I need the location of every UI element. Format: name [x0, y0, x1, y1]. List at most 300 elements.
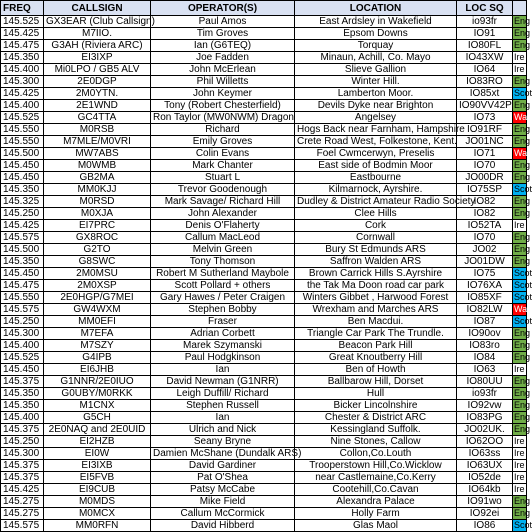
loc-sq-cell: IO91RF [457, 124, 513, 136]
callsign-cell: G2TO [44, 244, 151, 256]
freq-cell: 145.375 [1, 424, 44, 436]
region-tag-cell: Ire [514, 448, 525, 458]
operator-cell: Joe Fadden [151, 52, 295, 64]
table-row [1, 208, 527, 220]
loc-sq-cell: IO80FL [457, 40, 513, 52]
callsign-cell: 2E1WND [44, 100, 151, 112]
region-tag-cell: Ire [514, 52, 525, 62]
freq-cell: 145.525 [1, 112, 44, 124]
location-cell: Trooperstown Hill,Co.Wicklow [295, 460, 457, 472]
operator-cell: Emily Groves [151, 136, 295, 148]
freq-cell: 145.375 [1, 460, 44, 472]
operator-cell: Leigh Duffill/ Richard [151, 388, 295, 400]
region-tag-cell: Eng [514, 256, 531, 266]
loc-sq-cell: JO01NC [457, 136, 513, 148]
region-tag-cell: Scot [514, 88, 532, 98]
operator-cell: Stuart L [151, 172, 295, 184]
loc-sq-cell: IO76XA [457, 280, 513, 292]
freq-cell: 145.375 [1, 472, 44, 484]
freq-cell: 145.400 [1, 412, 44, 424]
header-row [1, 1, 527, 16]
table-row [1, 328, 527, 340]
location-cell: Winter Hill. [295, 76, 457, 88]
callsign-cell: EI5FVB [44, 472, 151, 484]
header-tag [513, 1, 527, 16]
location-cell: Bury St Edmunds ARS [295, 244, 457, 256]
loc-sq-cell: JO02 [457, 244, 513, 256]
callsign-cell: EI3IXP [44, 52, 151, 64]
location-cell: Dudley & District Amateur Radio Society [295, 196, 457, 208]
operator-cell: Gary Hawes / Peter Craigen [151, 292, 295, 304]
freq-cell: 145.550 [1, 292, 44, 304]
callsign-cell: M7SZY [44, 340, 151, 352]
operator-cell: Stephen Bobby [151, 304, 295, 316]
operator-cell: Pat O'Shea [151, 472, 295, 484]
freq-cell: 145.450 [1, 364, 44, 376]
callsign-cell: M0WMB [44, 160, 151, 172]
operator-cell: John McErlean [151, 64, 295, 76]
callsign-cell: GX8ROC [44, 232, 151, 244]
location-cell: Devils Dyke near Brighton [295, 100, 457, 112]
operator-cell: Mark Savage/ Richard Hill [151, 196, 295, 208]
freq-cell: 145.350 [1, 388, 44, 400]
loc-sq-cell: IO73 [457, 112, 513, 124]
location-cell: Slieve Gallion [295, 64, 457, 76]
freq-cell: 145.575 [1, 304, 44, 316]
region-tag-cell: Ire [514, 484, 525, 494]
region-tag-cell: Eng [514, 160, 531, 170]
location-cell: Foel Cwmcerwyn, Preselis [295, 148, 457, 160]
location-cell: Ben Macdui. [295, 316, 457, 328]
operator-cell: David Hibberd [151, 520, 295, 532]
table-row [1, 76, 527, 88]
table-row [1, 124, 527, 136]
location-cell: Beacon Park Hill [295, 340, 457, 352]
callsign-cell: EI7PRC [44, 220, 151, 232]
operator-cell: Patsy McCabe [151, 484, 295, 496]
location-cell: Minaun, Achill, Co. Mayo [295, 52, 457, 64]
region-tag-cell: Eng [514, 508, 531, 518]
region-tag-cell: Ire [514, 460, 525, 470]
operator-cell: Damien McShane (Dundalk ARS) [151, 448, 295, 460]
callsign-cell: M0XJA [44, 208, 151, 220]
operator-cell: Callum McCormick [151, 508, 295, 520]
table-row [1, 364, 527, 376]
location-cell: Cork [295, 220, 457, 232]
location-cell: Crete Road West, Folkestone, Kent. [295, 136, 457, 148]
region-tag-cell: Eng [514, 400, 531, 410]
region-tag-cell: Eng [514, 196, 531, 206]
callsign-cell: MW7ABS [44, 148, 151, 160]
location-cell: Nine Stones, Callow [295, 436, 457, 448]
freq-cell: 145.350 [1, 256, 44, 268]
region-tag-cell: Scot [514, 520, 532, 530]
location-cell: Bicker Lincolnshire [295, 400, 457, 412]
region-tag-cell: Scot [514, 280, 532, 290]
operator-cell: Paul Amos [151, 16, 295, 28]
callsign-cell: G3AH (Riviera ARC) [44, 40, 151, 52]
freq-cell: 145.425 [1, 88, 44, 100]
freq-cell: 145.400 [1, 340, 44, 352]
callsign-cell: MM0KJJ [44, 184, 151, 196]
operator-cell: Colin Evans [151, 148, 295, 160]
location-cell: Lamberton Moor. [295, 88, 457, 100]
loc-sq-cell: IO82LW [457, 304, 513, 316]
operator-cell: Ian (G6TEQ) [151, 40, 295, 52]
loc-sq-cell: IO63ss [457, 448, 513, 460]
loc-sq-cell: IO90ov [457, 328, 513, 340]
table-row [1, 28, 527, 40]
freq-cell: 145.550 [1, 124, 44, 136]
region-tag-cell: Wal [514, 304, 530, 314]
table-row [1, 88, 527, 100]
region-tag-cell: Eng [514, 124, 531, 134]
region-tag-cell: Eng [514, 172, 531, 182]
table-row [1, 232, 527, 244]
loc-sq-cell: IO75 [457, 268, 513, 280]
table-row [1, 448, 527, 460]
table-row [1, 244, 527, 256]
callsign-cell: MM0EFI [44, 316, 151, 328]
freq-cell: 145.350 [1, 184, 44, 196]
loc-sq-cell: IO64kb [457, 484, 513, 496]
region-tag-cell: Ire [514, 64, 525, 74]
freq-cell: 145.425 [1, 484, 44, 496]
header-callsign: CALLSIGN [44, 1, 151, 16]
operator-cell: Fraser [151, 316, 295, 328]
header-location: LOCATION [295, 1, 457, 16]
location-cell: East Ardsley in Wakefield [295, 16, 457, 28]
callsign-cell: 2E0NAQ and 2E0UID [44, 424, 151, 436]
operator-cell: Marek Szymanski [151, 340, 295, 352]
region-tag-cell: Eng [514, 136, 531, 146]
freq-cell: 145.400 [1, 64, 44, 76]
region-tag-cell: Eng [514, 244, 531, 254]
operator-cell: John Keymer [151, 88, 295, 100]
callsign-cell: Mi0LPO / GB5 ALV [44, 64, 151, 76]
region-tag-cell: Eng [514, 352, 531, 362]
location-cell: Glas Maol [295, 520, 457, 532]
location-cell: Torquay [295, 40, 457, 52]
region-tag-cell: Scot [514, 316, 532, 326]
operator-cell: Ian [151, 412, 295, 424]
loc-sq-cell: IO70 [457, 232, 513, 244]
loc-sq-cell: IO82 [457, 196, 513, 208]
location-cell: Holly Farm [295, 508, 457, 520]
freq-cell: 145.300 [1, 328, 44, 340]
location-cell: East side of Bodmin Moor [295, 160, 457, 172]
operator-cell: Callum MacLeod [151, 232, 295, 244]
loc-sq-cell: IO92ei [457, 508, 513, 520]
loc-sq-cell: io93fr [457, 388, 513, 400]
callsign-cell: EI9CUB [44, 484, 151, 496]
loc-sq-cell: IO63 [457, 364, 513, 376]
freq-cell: 145.425 [1, 28, 44, 40]
loc-sq-cell: IO71 [457, 148, 513, 160]
table-row [1, 196, 527, 208]
callsign-cell: EI2HZB [44, 436, 151, 448]
table-row [1, 388, 527, 400]
operator-cell: Stephen Russell [151, 400, 295, 412]
location-cell: Kilmarnock, Ayrshire. [295, 184, 457, 196]
region-tag-cell: Wal [514, 148, 530, 158]
table-row [1, 64, 527, 76]
operator-cell: Phil Willetts [151, 76, 295, 88]
table-row [1, 376, 527, 388]
freq-cell: 145.350 [1, 400, 44, 412]
freq-cell: 145.300 [1, 76, 44, 88]
table-row [1, 496, 527, 508]
table-row [1, 472, 527, 484]
loc-sq-cell: IO92vw [457, 400, 513, 412]
table-row [1, 112, 527, 124]
operator-cell: Denis O'Flaherty [151, 220, 295, 232]
operator-cell: Mark Chanter [151, 160, 295, 172]
loc-sq-cell: IO43XW [457, 52, 513, 64]
callsign-cell: MM0RFN [44, 520, 151, 532]
freq-cell: 145.350 [1, 52, 44, 64]
location-cell: Epsom Downs [295, 28, 457, 40]
region-tag-cell: Scot [514, 268, 532, 278]
callsign-cell: GB2MA [44, 172, 151, 184]
location-cell: Hull [295, 388, 457, 400]
location-cell: near Castlemaine,Co.Kerry [295, 472, 457, 484]
loc-sq-cell: IO91 [457, 28, 513, 40]
region-tag-cell: Eng [514, 496, 531, 506]
loc-sq-cell: IO83RO [457, 76, 513, 88]
operator-cell: David Newman (G1NRR) [151, 376, 295, 388]
operator-cell: Seany Bryne [151, 436, 295, 448]
table-row [1, 400, 527, 412]
freq-cell: 145.475 [1, 280, 44, 292]
header-freq: FREQ [1, 1, 44, 16]
loc-sq-cell: IO90VV42P [457, 100, 513, 112]
freq-cell: 145.275 [1, 496, 44, 508]
location-cell: Cornwall [295, 232, 457, 244]
location-cell: Clee Hills [295, 208, 457, 220]
callsign-cell: M7MLE/M0VRI [44, 136, 151, 148]
header-loc-sq: LOC SQ [457, 1, 513, 16]
location-cell: Alexandra Palace [295, 496, 457, 508]
callsign-cell: M1CNX [44, 400, 151, 412]
table-row [1, 220, 527, 232]
callsign-cell: EI6JHB [44, 364, 151, 376]
freq-cell: 145.325 [1, 196, 44, 208]
callsign-cell: 2M0MSU [44, 268, 151, 280]
region-tag-cell: Ire [514, 436, 525, 446]
table-row [1, 256, 527, 268]
region-tag-cell: Eng [514, 232, 531, 242]
freq-cell: 145.525 [1, 352, 44, 364]
loc-sq-cell: IO64 [457, 64, 513, 76]
callsign-cell: M0MDS [44, 496, 151, 508]
callsign-cell: 2E0HGP/G7MEI [44, 292, 151, 304]
freq-cell: 145.250 [1, 208, 44, 220]
location-cell: Kessingland Suffolk. [295, 424, 457, 436]
table-row [1, 304, 527, 316]
region-tag-cell: Eng [514, 100, 531, 110]
loc-sq-cell: IO70 [457, 160, 513, 172]
table-row [1, 520, 527, 532]
freq-cell: 145.425 [1, 220, 44, 232]
freq-cell: 145.500 [1, 244, 44, 256]
table-row [1, 436, 527, 448]
callsign-cell: GX3EAR (Club Callsign) [44, 16, 151, 28]
table-row [1, 340, 527, 352]
callsign-cell: G0UBY/M0RKK [44, 388, 151, 400]
freq-cell: 145.450 [1, 160, 44, 172]
loc-sq-cell: IO82 [457, 208, 513, 220]
location-cell: Saffron Walden ARS [295, 256, 457, 268]
callsign-cell: M7EFA [44, 328, 151, 340]
operator-cell: Mike Field [151, 496, 295, 508]
region-tag-cell: Eng [514, 424, 531, 434]
freq-cell: 145.300 [1, 448, 44, 460]
operator-cell: Paul Hodgkinson [151, 352, 295, 364]
table-row [1, 280, 527, 292]
table-row [1, 148, 527, 160]
region-tag-cell: Ire [514, 472, 525, 482]
table-row [1, 40, 527, 52]
operator-cell: Richard [151, 124, 295, 136]
region-tag-cell: Eng [514, 412, 531, 422]
callsign-cell: 2M0YTN. [44, 88, 151, 100]
location-cell: Winters Gibbet , Harwood Forest [295, 292, 457, 304]
loc-sq-cell: IO52TA [457, 220, 513, 232]
region-tag-cell: Eng [514, 388, 531, 398]
callsign-cell: EI3IXB [44, 460, 151, 472]
region-tag-cell: Eng [514, 208, 531, 218]
operator-cell: Tim Groves [151, 28, 295, 40]
region-tag-cell: Eng [514, 328, 531, 338]
callsign-cell: EI0W [44, 448, 151, 460]
table-body [1, 16, 532, 532]
operator-cell: Tony (Robert Chesterfield) [151, 100, 295, 112]
operator-cell: Trevor Goodenough [151, 184, 295, 196]
loc-sq-cell: io93fr [457, 16, 513, 28]
operator-cell: Ulrich and Nick [151, 424, 295, 436]
location-cell: Hogs Back near Farnham, Hampshire [295, 124, 457, 136]
region-tag-cell: Ire [514, 220, 525, 230]
location-cell: Ben of Howth [295, 364, 457, 376]
region-tag-cell: Eng [514, 40, 531, 50]
table-row [1, 460, 527, 472]
loc-sq-cell: IO85xt [457, 88, 513, 100]
loc-sq-cell: IO80UU [457, 376, 513, 388]
freq-cell: 145.450 [1, 268, 44, 280]
loc-sq-cell: IO62OO [457, 436, 513, 448]
table-row [1, 184, 527, 196]
location-cell: Ballbarow Hill, Dorset [295, 376, 457, 388]
loc-sq-cell: JO02UK. [457, 424, 513, 436]
region-tag-cell: Scot [514, 184, 532, 194]
operator-cell: Melvin Green [151, 244, 295, 256]
table-row [1, 352, 527, 364]
freq-cell: 145.400 [1, 100, 44, 112]
table-row [1, 292, 527, 304]
callsign-cell: M7IIO. [44, 28, 151, 40]
callsign-cell: G5CH [44, 412, 151, 424]
loc-sq-cell: IO83PG [457, 412, 513, 424]
freq-cell: 145.500 [1, 148, 44, 160]
operator-cell: Adrian Corbett [151, 328, 295, 340]
freq-cell: 145.250 [1, 436, 44, 448]
freq-cell: 145.525 [1, 16, 44, 28]
region-tag-cell: Eng [514, 28, 531, 38]
table-row [1, 316, 527, 328]
table-row [1, 100, 527, 112]
table-row [1, 424, 527, 436]
region-tag-cell: Eng [514, 340, 531, 350]
loc-sq-cell: IO83ro [457, 340, 513, 352]
callsign-cell: GW4WXM [44, 304, 151, 316]
table-row [1, 52, 527, 64]
loc-sq-cell: IO86 [457, 520, 513, 532]
callsign-cell: G1NNR/2E0IUO [44, 376, 151, 388]
header-operators: OPERATOR(S) [151, 1, 295, 16]
table-row [1, 136, 527, 148]
operator-cell: John Alexander [151, 208, 295, 220]
loc-sq-cell: IO84 [457, 352, 513, 364]
callsign-cell: 2E0DGP [44, 76, 151, 88]
operator-cell: Ian [151, 364, 295, 376]
location-cell: Brown Carrick Hills S.Ayrshire [295, 268, 457, 280]
region-tag-cell: Eng [514, 376, 531, 386]
freq-cell: 145.575 [1, 520, 44, 532]
operator-cell: Tony Thomson [151, 256, 295, 268]
loc-sq-cell: IO87 [457, 316, 513, 328]
freq-cell: 145.475 [1, 40, 44, 52]
location-cell: Great Knoutberry Hill [295, 352, 457, 364]
region-tag-cell: Eng [514, 16, 531, 26]
loc-sq-cell: JO00DR [457, 172, 513, 184]
table-row [1, 508, 527, 520]
table-row [1, 160, 527, 172]
operator-cell: David Gardiner [151, 460, 295, 472]
loc-sq-cell: JO01DW [457, 256, 513, 268]
location-cell: Collon,Co.Louth [295, 448, 457, 460]
region-tag-cell: Scot [514, 292, 532, 302]
table-row [1, 268, 527, 280]
loc-sq-cell: IO85XF [457, 292, 513, 304]
location-cell: Eastbourne [295, 172, 457, 184]
location-cell: Chester & District ARC [295, 412, 457, 424]
location-cell: Triangle Car Park The Trundle. [295, 328, 457, 340]
freq-cell: 145.575 [1, 232, 44, 244]
location-cell: Angelsey [295, 112, 457, 124]
loc-sq-cell: IO52de [457, 472, 513, 484]
region-tag-cell: Wal [514, 112, 530, 122]
operator-cell: Ron Taylor (MW0NWM) Dragon [151, 112, 295, 124]
table-row [1, 16, 527, 28]
freq-cell: 145.375 [1, 376, 44, 388]
location-cell: the Tak Ma Doon road car park [295, 280, 457, 292]
callsign-cell: 2M0XSP [44, 280, 151, 292]
operator-cell: Robert M Sutherland Maybole [151, 268, 295, 280]
location-cell: Wrexham and Marches ARS [295, 304, 457, 316]
freq-cell: 145.250 [1, 316, 44, 328]
callsign-cell: M0MCX [44, 508, 151, 520]
freq-cell: 145.275 [1, 508, 44, 520]
table-row [1, 412, 527, 424]
callsign-cell: G4IPB [44, 352, 151, 364]
region-tag-cell: Ire [514, 364, 525, 374]
loc-sq-cell: IO75SP [457, 184, 513, 196]
table-row [1, 172, 527, 184]
callsign-cell: GC4TTA [44, 112, 151, 124]
loc-sq-cell: IO63UX [457, 460, 513, 472]
location-cell: Cootehill,Co.Cavan [295, 484, 457, 496]
